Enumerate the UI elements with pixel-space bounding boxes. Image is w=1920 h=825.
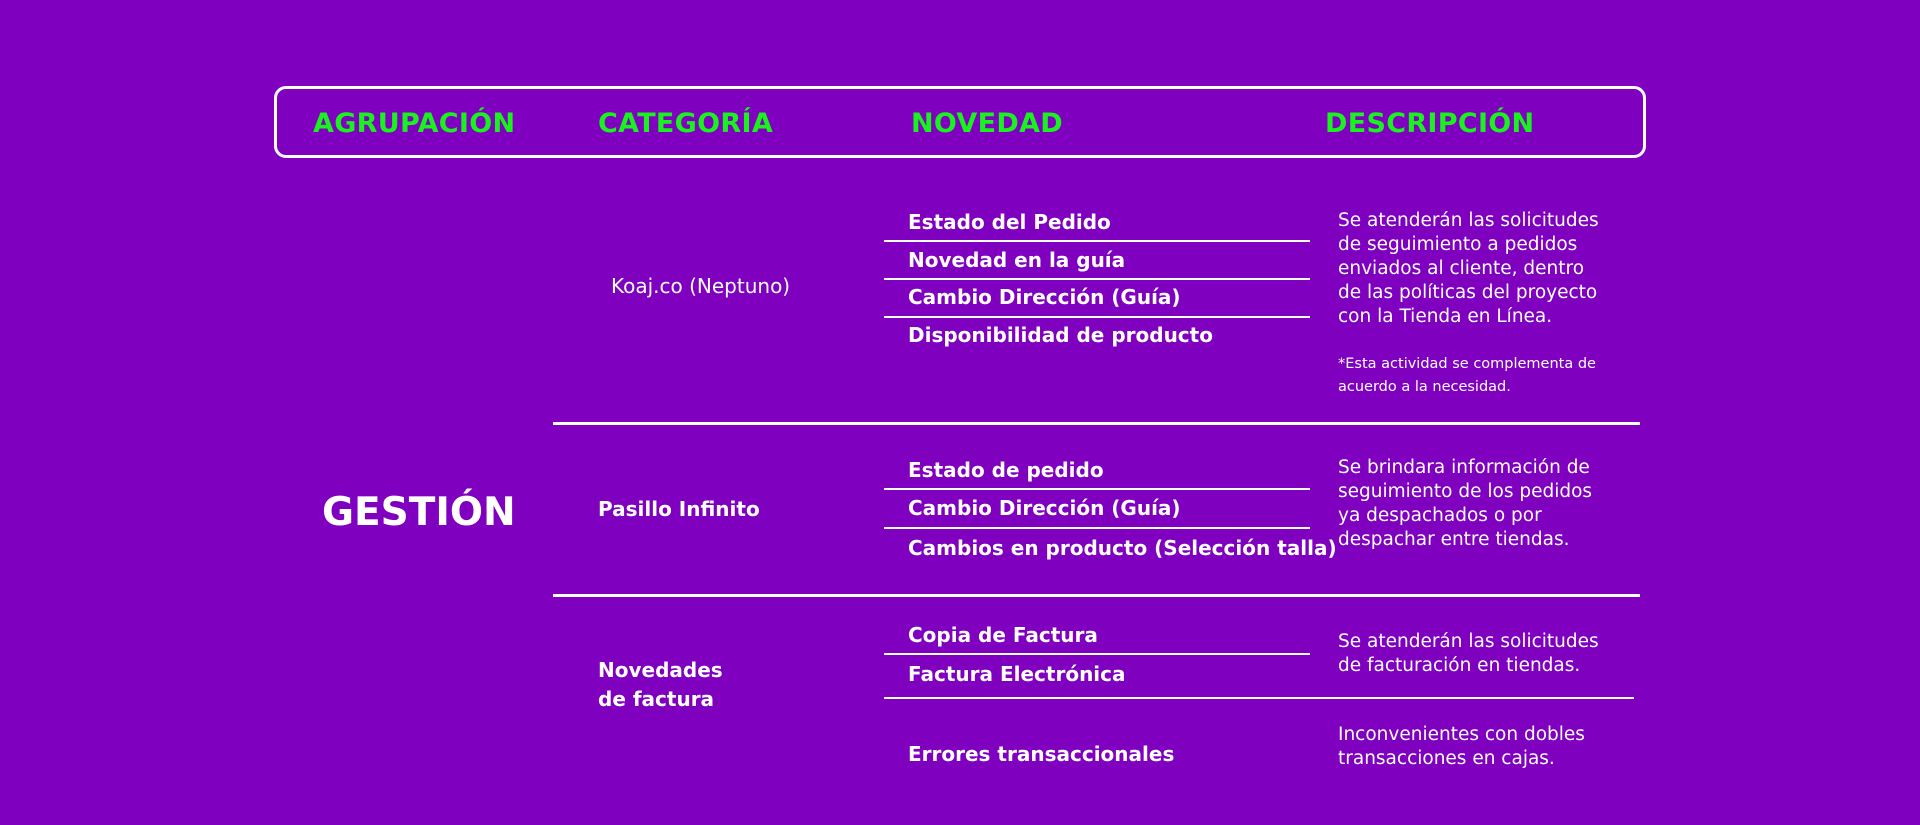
novedad-item: Cambios en producto (Selección talla) xyxy=(908,536,1337,560)
novedad-item: Copia de Factura xyxy=(908,623,1098,647)
description-transacciones: Inconvenientes con dobles transacciones en cajas. xyxy=(1338,724,1585,769)
description-factura: Se atenderán las solicitudes de facturación en tiendas. xyxy=(1338,631,1599,676)
description-koaj: Se atenderán las solicitudes de seguimiento a pedidos enviados al cliente, dentro de las políticas del proyecto con la Tienda en Línea. xyxy=(1338,210,1599,327)
novedad-item: Disponibilidad de producto xyxy=(908,323,1213,347)
header-descripcion: DESCRIPCIÓN xyxy=(1325,108,1535,139)
section-divider xyxy=(553,594,1640,597)
row-divider xyxy=(884,488,1310,490)
novedad-item: Estado de pedido xyxy=(908,458,1104,482)
novedad-item: Errores transaccionales xyxy=(908,742,1175,766)
description-pasillo: Se brindara información de seguimiento de los pedidos ya despachados o por despachar entre tiendas. xyxy=(1338,457,1593,550)
row-divider xyxy=(884,278,1310,280)
category-factura: Novedades de factura xyxy=(598,658,723,711)
row-divider xyxy=(884,316,1310,318)
novedad-item: Novedad en la guía xyxy=(908,248,1126,272)
row-divider xyxy=(884,653,1310,655)
row-divider xyxy=(884,240,1310,242)
row-divider xyxy=(884,697,1634,699)
header-novedad: NOVEDAD xyxy=(911,108,1063,139)
novedad-item: Estado del Pedido xyxy=(908,210,1111,234)
header-agrupacion: AGRUPACIÓN xyxy=(313,108,516,139)
row-divider xyxy=(884,527,1310,529)
header-categoria: CATEGORÍA xyxy=(598,108,774,139)
group-label: GESTIÓN xyxy=(322,490,516,535)
category-pasillo: Pasillo Infinito xyxy=(598,497,760,521)
novedad-item: Cambio Dirección (Guía) xyxy=(908,285,1181,309)
novedad-item: Cambio Dirección (Guía) xyxy=(908,496,1181,520)
section-divider xyxy=(553,422,1640,425)
category-koaj: Koaj.co (Neptuno) xyxy=(611,274,791,298)
description-note: *Esta actividad se complementa de acuerdo a la necesidad. xyxy=(1338,356,1596,395)
novedad-item: Factura Electrónica xyxy=(908,662,1126,686)
